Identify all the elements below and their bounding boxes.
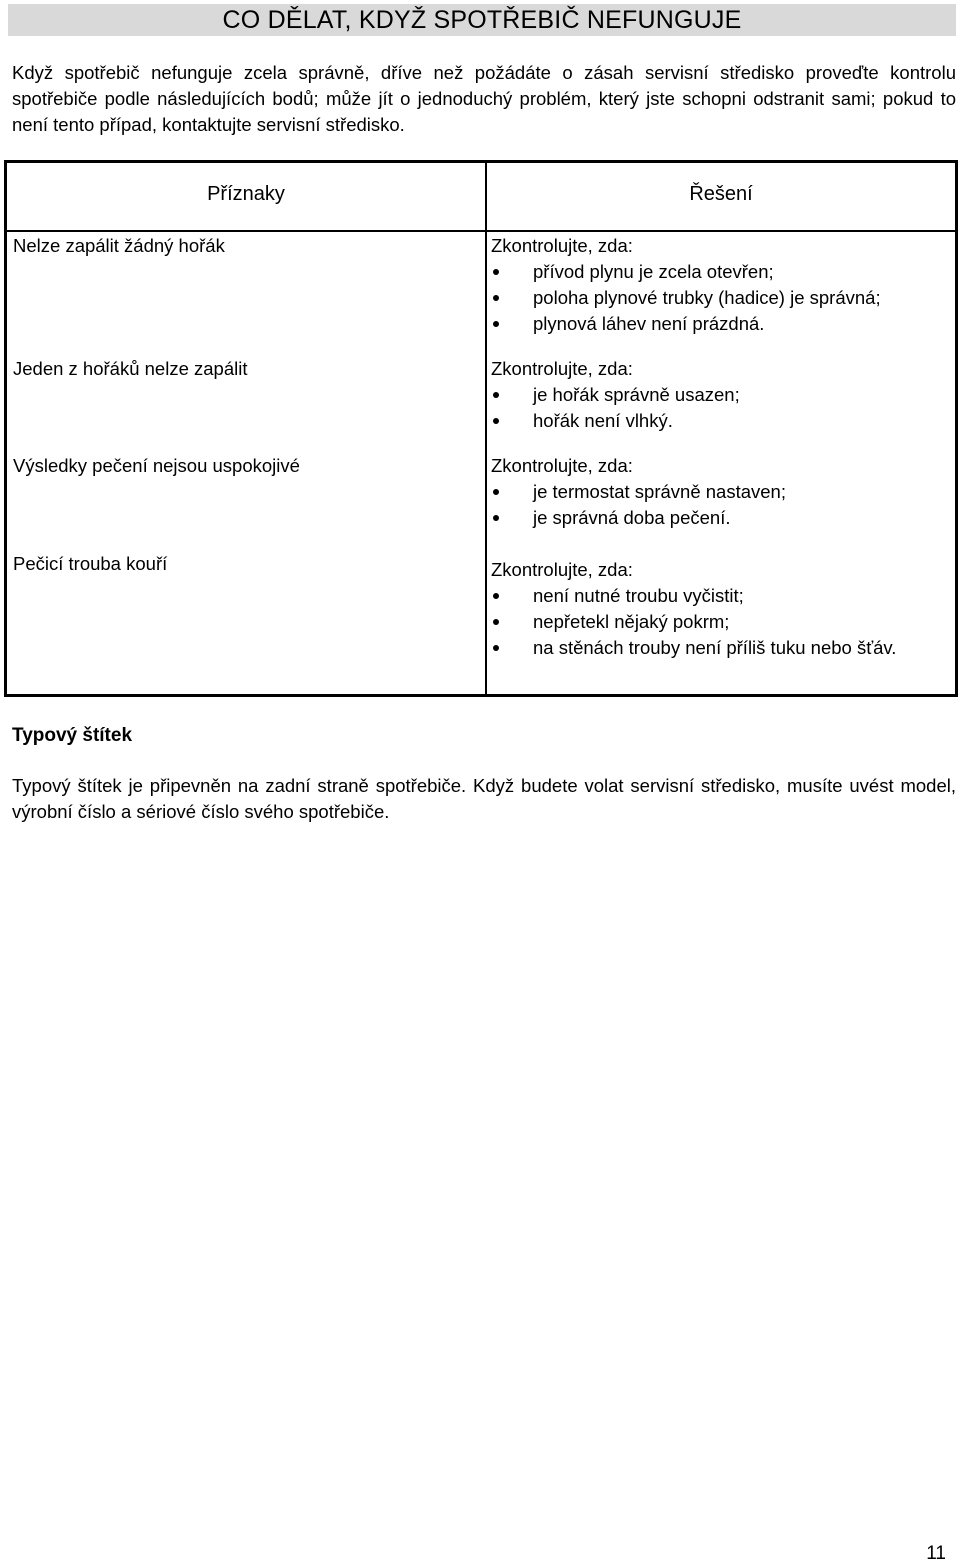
symptom-oven-smokes: Pečicí trouba kouří (13, 553, 168, 574)
intro-paragraph: Když spotřebič nefunguje zcela správně, dříve než požádáte o zásah servisní středisko proveďte kontrolu spotřebiče podle následujících bodů; může jít o jednoduchý problém, který jste schopni odstranit sami; pokud to není tento případ, kontaktujte servisní středisko. (12, 62, 956, 135)
list-item (491, 311, 953, 337)
header-divider (7, 230, 955, 232)
list-item (491, 635, 953, 661)
solution-list (491, 583, 953, 661)
solution-lead: Zkontrolujte, zda: (491, 358, 633, 379)
bullet-icon (493, 645, 499, 651)
page-title: CO DĚLAT, KDYŽ SPOTŘEBIČ NEFUNGUJE (222, 6, 742, 34)
list-item-text: je hořák správně usazen; (533, 384, 740, 405)
header-symptoms: Příznaky (207, 183, 285, 205)
bullet-icon (493, 418, 499, 424)
solution-lead: Zkontrolujte, zda: (491, 559, 633, 580)
solution-lead: Zkontrolujte, zda: (491, 235, 633, 256)
symptom-no-burner-lights: Nelze zapálit žádný hořák (13, 235, 225, 256)
bullet-icon (493, 321, 499, 327)
list-item (491, 259, 953, 285)
list-item-text: přívod plynu je zcela otevřen; (533, 261, 774, 282)
solution-lead: Zkontrolujte, zda: (491, 455, 633, 476)
list-item (491, 382, 953, 408)
list-item (491, 505, 953, 531)
list-item (491, 285, 953, 311)
list-item (491, 408, 953, 434)
bullet-icon (493, 619, 499, 625)
troubleshooting-table (4, 160, 958, 697)
rating-plate-text: Typový štítek je připevněn na zadní straně spotřebiče. Když budete volat servisní středisko, musíte uvést model, výrobní číslo a sériové číslo svého spotřebiče. (12, 775, 956, 822)
solution-baking-results (491, 453, 953, 531)
solution-one-burner-fails (491, 356, 953, 434)
solution-list (491, 479, 953, 531)
column-divider (485, 163, 487, 694)
bullet-icon (493, 515, 499, 521)
bullet-icon (493, 489, 499, 495)
list-item-text: plynová láhev není prázdná. (533, 313, 765, 334)
bullet-icon (493, 269, 499, 275)
bullet-icon (493, 593, 499, 599)
symptom-one-burner-fails: Jeden z hořáků nelze zapálit (13, 358, 248, 379)
title-bar (8, 4, 956, 36)
header-solutions: Řešení (689, 183, 753, 205)
list-item-text: na stěnách trouby není příliš tuku nebo šťáv. (533, 637, 897, 658)
list-item-text: poloha plynové trubky (hadice) je správná; (533, 287, 881, 308)
list-item-text: nepřetekl nějaký pokrm; (533, 611, 730, 632)
solution-list (491, 259, 953, 337)
solution-no-burner-lights (491, 233, 953, 337)
list-item-text: hořák není vlhký. (533, 410, 673, 431)
list-item-text: je termostat správně nastaven; (533, 481, 786, 502)
list-item (491, 583, 953, 609)
solution-oven-smokes (491, 557, 953, 661)
symptom-baking-results: Výsledky pečení nejsou uspokojivé (13, 455, 300, 476)
list-item (491, 609, 953, 635)
list-item-text: je správná doba pečení. (533, 507, 731, 528)
list-item (491, 479, 953, 505)
rating-plate-title: Typový štítek (12, 725, 133, 746)
solution-list (491, 382, 953, 434)
bullet-icon (493, 392, 499, 398)
list-item-text: není nutné troubu vyčistit; (533, 585, 744, 606)
page-number: 11 (926, 1543, 946, 1564)
bullet-icon (493, 295, 499, 301)
